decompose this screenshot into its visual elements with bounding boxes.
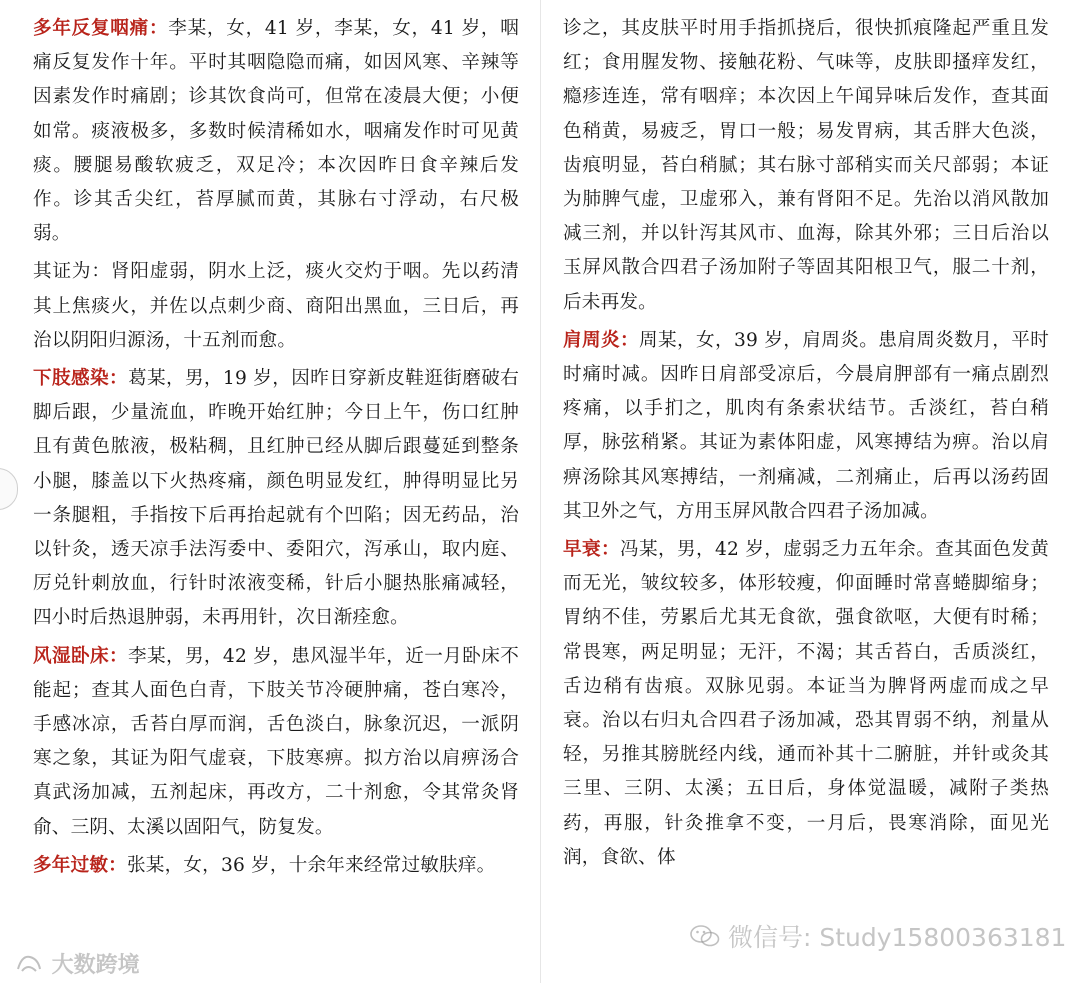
case-heading: 早衰： [563,539,620,561]
case-paragraph [563,324,1049,529]
case-paragraph [33,362,519,636]
wechat-icon [690,924,720,954]
case-paragraph [33,849,519,883]
case-body: 李某，女，41 岁，李某，女，41 岁，咽痛反复发作十年。平时其咽隐隐而痛，如因风寒、辛辣等因素发作时痛剧；诊其饮食尚可，但常在凌晨大便；小便如常。痰液极多，多数时候清稀如水，咽痛发作时可见黄痰。腰腿易酸软疲乏，双足冷；本次因昨日食辛辣后发作。诊其舌尖红，苔厚腻而黄，其脉右寸浮动，右尺极弱。 [33,18,520,245]
case-body: 诊之，其皮肤平时用手指抓挠后，很快抓痕隆起严重且发红；食用腥发物、接触花粉、气味等，皮肤即搔痒发红，瘾疹连连，常有咽痒；本次因上午闻异味后发作，查其面色稍黄，易疲乏，胃口一般；易发胃病，其舌胖大色淡，齿痕明显，苔白稍腻；其右脉寸部稍实而关尺部弱；本证为肺脾气虚，卫虚邪入，兼有肾阳不足。先治以消风散加减三剂，并以针泻其风市、血海，除其外邪；三日后治以玉屏风散合四君子汤加附子等固其阳根卫气，服二十剂，后未再发。 [563,18,1049,313]
case-paragraph [33,640,519,845]
case-body: 李某，男，42 岁，患风湿半年，近一月卧床不能起；查其人面色白青，下肢关节冷硬肿痛，苍白寒冷，手感冰凉，舌苔白厚而润，舌色淡白，脉象沉迟，一派阴寒之象，其证为阳气虚衰，下肢寒痹。拟方治以肩痹汤合真武汤加减，五剂起床，再改方，二十剂愈，令其常灸肾俞、三阴、太溪以固阳气，防复发。 [33,645,519,838]
brand-watermark [14,948,140,981]
case-paragraph [33,255,519,358]
column-divider [540,0,541,983]
case-heading: 下肢感染： [33,368,128,390]
case-body: 冯某，男，42 岁，虚弱乏力五年余。查其面色发黄而无光，皱纹较多，体形较瘦，仰面睡时常喜蜷脚缩身；胃纳不佳，劳累后尤其无食欲，强食欲呕，大便有时稀；常畏寒，两足明显；无汗，不渴；其舌苔白，舌质淡红，舌边稍有齿痕。双脉见弱。本证当为脾肾两虚而成之早衰。治以右归丸合四君子汤加减，恐其胃弱不纳，剂量从轻，另推其膀胱经内线，通而补其十二腑脏，并针或灸其三里、三阴、太溪；五日后，身体觉温暖，减附子类热药，再服，针灸推拿不变，一月后，畏寒消除，面见光润，食欲、体 [563,539,1049,868]
case-heading: 多年过敏： [33,854,127,876]
case-body: 张某，女，36 岁，十余年来经常过敏肤痒。 [126,854,496,876]
wechat-id-text: 微信号: Study15800363181 [727,923,1067,952]
case-heading: 肩周炎： [563,329,639,351]
wechat-watermark [690,918,1066,954]
case-paragraph [563,12,1049,320]
side-pull-tab[interactable] [0,468,18,510]
case-body: 葛某，男，19 岁，因昨日穿新皮鞋逛街磨破右脚后跟，少量流血，昨晚开始红肿；今日上午，伤口红肿且有黄色脓液，极粘稠，且红肿已经从脚后跟蔓延到整条小腿，膝盖以下火热疼痛，颜色明显发红，肿得明显比另一条腿粗，手指按下后再抬起就有个凹陷；因无药品，治以针灸，透天凉手法泻委中、委阳穴，泻承山，取内庭、厉兑针刺放血，行针时浓液变稀，针后小腿热胀痛减轻，四小时后热退肿弱，未再用针，次日渐痊愈。 [33,368,519,629]
case-paragraph [33,12,519,251]
case-body: 其证为：肾阳虚弱，阴水上泛，痰火交灼于咽。先以药清其上焦痰火，并佐以点刺少商、商阳出黑血，三日后，再治以阴阳归源汤，十五剂而愈。 [33,261,519,351]
brand-watermark-text: 大数跨境 [51,953,140,978]
case-body: 周某，女，39 岁，肩周炎。患肩周炎数月，平时时痛时减。因昨日肩部受凉后，今晨肩胛部有一痛点剧烈疼痛，以手扪之，肌肉有条索状结节。舌淡红，苔白稍厚，脉弦稍紧。其证为素体阳虚，风寒搏结为痹。治以肩痹汤除其风寒搏结，一剂痛减，二剂痛止，后再以汤药固其卫外之气，方用玉屏风散合四君子汤加减。 [563,329,1050,522]
case-heading: 风湿卧床： [33,645,128,667]
case-heading: 多年反复咽痛： [33,18,169,39]
right-column [563,12,1049,879]
brand-logo-icon [14,951,44,981]
case-paragraph [563,533,1049,875]
left-column [33,12,519,887]
